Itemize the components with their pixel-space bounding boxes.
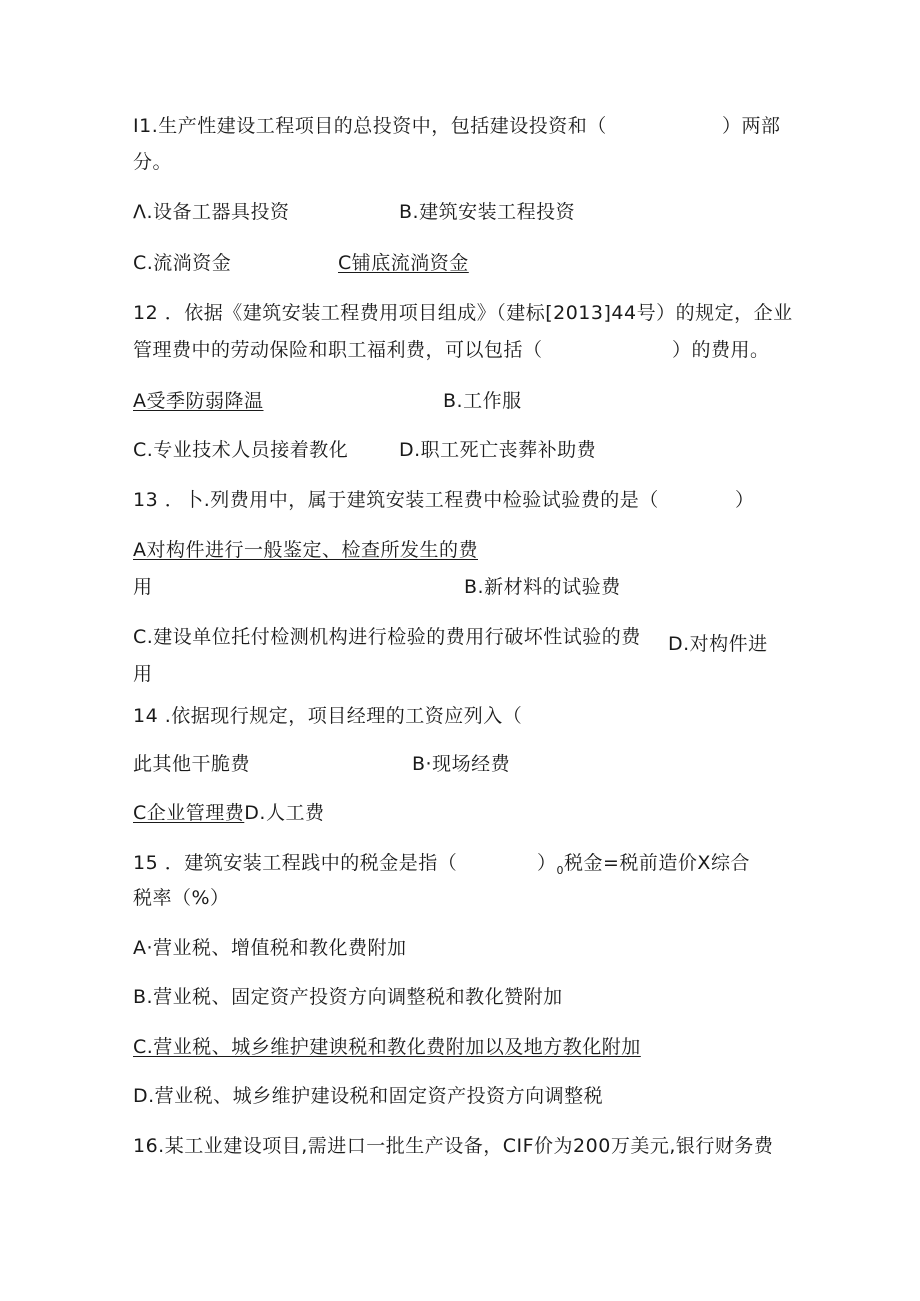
- q11-stem-paren-close: ）两部: [722, 115, 781, 137]
- q13-option-c-cont: 用: [133, 663, 153, 685]
- q14-option-d: D.人工费: [244, 802, 325, 824]
- q13-stem-line1b: ）: [735, 489, 755, 511]
- q14-option-c: C企业管理费: [133, 802, 245, 824]
- q12-option-b: B.工作服: [443, 390, 522, 412]
- q15-option-c: C.营业税、城乡维护建谀税和教化费附加以及地方教化附加: [133, 1036, 641, 1058]
- q15-stem-subscript: 0: [556, 864, 565, 877]
- q15-option-d: D.营业税、城乡维护建设税和固定资产投资方向调整税: [133, 1085, 604, 1107]
- q12-stem-line2a: 管理费中的劳动保险和职工福利费，可以包括（: [133, 339, 543, 361]
- q14-stem: 14 .依据现行规定，项目经理的工资应列入（: [133, 705, 523, 727]
- q12-option-d: D.职工死亡丧葬补助费: [399, 439, 597, 461]
- q11-option-d: C铺底流淌资金: [338, 252, 469, 274]
- q15-option-b: B.营业税、固定资产投资方向调整税和教化赞附加: [133, 986, 563, 1008]
- q13-option-a: A对构件进行一般鉴定、检查所发生的费: [133, 539, 478, 561]
- q16-stem: 16.某工业建设项目,需进口一批生产设备，CIF价为200万美元,银行财务费: [133, 1135, 774, 1157]
- q11-option-b: B.建筑安装工程投资: [399, 201, 576, 223]
- q12-option-c: C.专业技术人员接着教化: [133, 439, 349, 461]
- q11-option-a: Λ.设备工器具投资: [133, 201, 290, 223]
- q13-option-c: C.建设单位托付检测机构进行检验的费用行破坏性试验的费: [133, 626, 641, 648]
- q15-stem-line1b: ）$_0$税金=税前造价X综合: [537, 852, 750, 877]
- q13-option-d: D.对构件进: [668, 633, 768, 655]
- q15-option-a: A·营业税、增值税和教化费附加: [133, 937, 407, 959]
- q12-stem-line1: 12 ．依据《建筑安装工程费用项目组成》（建标[2013]44号）的规定，企业: [133, 302, 793, 324]
- q13-option-b: B.新材料的试验费: [464, 576, 621, 598]
- q13-option-a-cont: 用: [133, 576, 153, 598]
- q12-option-a: A受季防弱降温: [133, 390, 264, 412]
- q14-option-b: B·现场经费: [412, 753, 511, 775]
- q15-stem-paren: ）: [537, 852, 557, 874]
- q11-option-c: C.流淌资金: [133, 252, 232, 274]
- q13-stem-line1a: 13 ．卜.列费用中，属于建筑安装工程费中检验试验费的是（: [133, 489, 659, 511]
- q14-option-cd: [133, 801, 324, 825]
- q14-option-a: 此其他干脆费: [133, 753, 251, 775]
- q15-stem-line2: 税率（%）: [133, 887, 230, 909]
- q11-stem-line1: I1.生产性建设工程项目的总投资中，包括建设投资和（: [133, 115, 607, 137]
- q11-stem-line2: 分。: [133, 151, 173, 173]
- q12-stem-line2b: ）的费用。: [672, 339, 770, 361]
- q15-stem-line1a: 15 ．建筑安装工程践中的税金是指（: [133, 852, 458, 874]
